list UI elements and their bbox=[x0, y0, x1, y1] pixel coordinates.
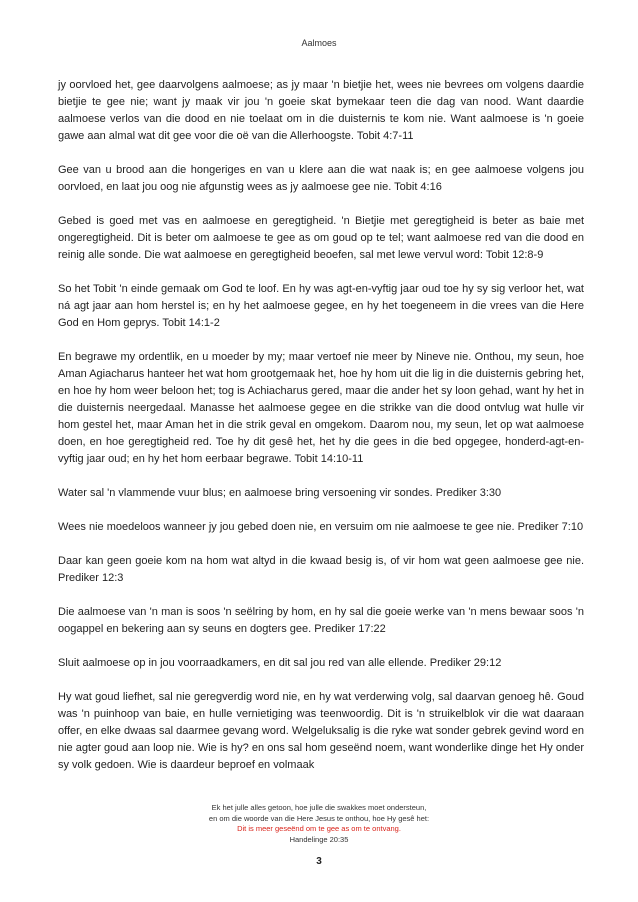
paragraph: Gebed is goed met vas en aalmoese en geregtigheid. 'n Bietjie met geregtigheid is beter as baie met ongeregtigheid. Dit is beter om aalmoese te gee as om goud op te tel; want aalmoese red van die dood en reinig alle sonde. Die wat aalmoese en geregtigheid beoefen, sal met lewe vervul word: Tobit 12:8-9 bbox=[58, 215, 584, 261]
paragraph: Hy wat goud liefhet, sal nie geregverdig word nie, en hy wat verderwing volg, sal daarvan genoeg hê. Goud was 'n puinhoop van baie, en hulle vernietiging was teenwoordig. Dit is 'n struikelblok vir die wat daaraan offer, en elke dwaas sal daarmee gevang word. Welgeluksalig is die ryke wat sonder gebrek gevind word en nie agter goud aan loop nie. Wie is hy? en ons sal hom geseënd noem, want wonderlike dinge het Hy onder sy volk gedoen. Wie is daardeur beproef en volmaak bbox=[58, 691, 584, 771]
paragraph: Water sal 'n vlammende vuur blus; en aalmoese bring versoening vir sondes. Prediker 3:30 bbox=[58, 487, 502, 499]
footer-line: en om die woorde van die Here Jesus te onthou, hoe Hy gesê het: bbox=[208, 813, 430, 823]
body-text bbox=[58, 77, 584, 791]
footer-reference: Handelinge 20:35 bbox=[289, 834, 349, 844]
paragraph: Die aalmoese van 'n man is soos 'n seëlring by hom, en hy sal die goeie werke van 'n mens bewaar soos 'n oogappel en bekering aan sy seuns en dogters gee. Prediker 17:22 bbox=[58, 606, 584, 635]
paragraph: Sluit aalmoese op in jou voorraadkamers, en dit sal jou red van alle ellende. Prediker 29:12 bbox=[58, 657, 502, 669]
paragraph: jy oorvloed het, gee daarvolgens aalmoese; as jy maar 'n bietjie het, wees nie bevrees om volgens daardie bietjie te gee nie; want jy maak vir jou 'n goeie skat bymekaar teen die dag van nood. Want daardie aalmoese verlos van die dood en nie toelaat om in die duisternis te kom nie. Want aalmoese is 'n goeie gawe aan almal wat dit gee voor die oë van die Allerhoogste. Tobit 4:7-11 bbox=[58, 79, 584, 142]
paragraph: Wees nie moedeloos wanneer jy jou gebed doen nie, en versuim om nie aalmoese te gee nie. Prediker 7:10 bbox=[58, 521, 584, 533]
paragraph: Daar kan geen goeie kom na hom wat altyd in die kwaad besig is, of vir hom wat geen aalmoese gee nie. Prediker 12:3 bbox=[58, 555, 584, 584]
footer-highlight-line: Dit is meer geseënd om te gee as om te ontvang. bbox=[237, 824, 401, 833]
paragraph: So het Tobit 'n einde gemaak om God te loof. En hy was agt-en-vyftig jaar oud toe hy sy sig verloor het, wat ná agt jaar aan hom herstel is; en hy het aalmoese gegee, en hy het toegeneem in die vrees van die Here God en Hom geprys. Tobit 14:1-2 bbox=[58, 283, 584, 329]
footer-quote bbox=[0, 803, 638, 845]
running-header: Aalmoes bbox=[301, 38, 337, 48]
page-number: 3 bbox=[316, 856, 322, 867]
paragraph: En begrawe my ordentlik, en u moeder by my; maar vertoef nie meer by Nineve nie. Onthou, my seun, hoe Aman Agiacharus hanteer het wat hom grootgemaak het, hoe hy hom uit die lig in die duisternis gebring het, en hoe hy hom weer beloon het; tog is Achiacharus gered, maar die ander het sy loon gehad, want hy het in die duisternis neergedaal. Manasse het aalmoese gegee en die strikke van die dood ontvlug wat hulle vir hom gestel het, maar Aman het in die strik geval en omgekom. Daarom nou, my seun, let op wat aalmoese doen, en hoe geregtigheid red. Toe hy dit gesê het, het hy die gees in die bed opgegee, honderd-agt-en-vyftig jaar oud; en hy het hom eerbaar begrawe. Tobit 14:10-11 bbox=[58, 351, 584, 465]
footer-line: Ek het julle alles getoon, hoe julle die swakkes moet ondersteun, bbox=[211, 803, 427, 812]
paragraph: Gee van u brood aan die hongeriges en van u klere aan die wat naak is; en gee aalmoese volgens jou oorvloed, en laat jou oog nie afgunstig wees as jy aalmoese gee nie. Tobit 4:16 bbox=[58, 164, 584, 193]
